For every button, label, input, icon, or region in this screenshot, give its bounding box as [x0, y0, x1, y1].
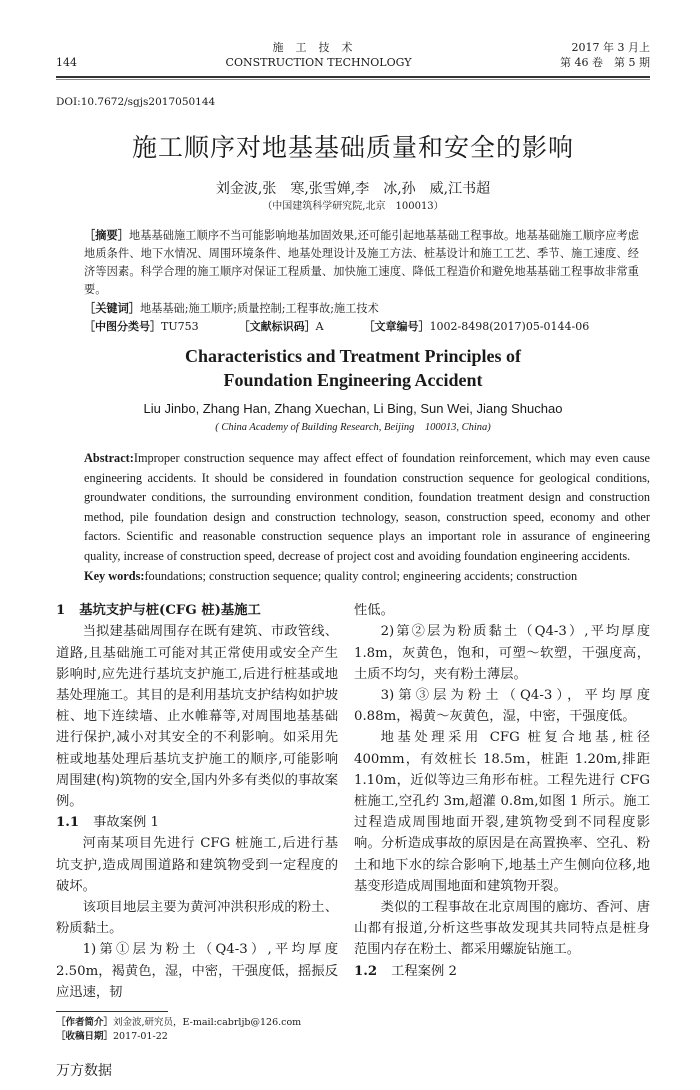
journal-name-cn: 施工技术 [272, 41, 365, 54]
author-note-label: ［作者简介］ [56, 1017, 114, 1029]
journal-name [226, 40, 412, 70]
title-en-line1: Characteristics and Treatment Principles of [185, 346, 521, 366]
article-no-value: 1002-8498(2017)05-0144-06 [429, 320, 590, 333]
subsection-heading-1-1 [56, 812, 338, 833]
paragraph-continued: 性低。 [354, 603, 394, 619]
body-column-left [56, 600, 338, 1044]
paragraph: 1)第①层为粉土（Q4-3）,平均厚度 2.50m，褐黄色，湿，中密，干强度低，摇振反应迅速，韧 [56, 942, 338, 1000]
header-rule [56, 76, 650, 78]
issue-info [560, 40, 650, 70]
paragraph: 地基处理采用 CFG 桩复合地基,桩径 400mm，有效桩长 18.5m，桩距 1.20m,排距 1.10m，近似等边三角形布桩。工程先进行 CFG 桩施工,空孔约 3m,超灌 0.8m,如图 1 所示。施工过程造成周围地面开裂,建筑物受到不同程度影响。分析造成事故的原因是在高置换率、空孔、粉土和地下水的综合影响下,地基土产生侧向位移,地基变形造成周围地面和建筑物开裂。 [354, 730, 650, 894]
subsection-number: 1.1 [56, 815, 80, 831]
paragraph: 2)第②层为粉质黏土（Q4-3）,平均厚度 1.8m，灰黄色，饱和，可塑～软塑，干强度高，土质不均匀，夹有粉土薄层。 [354, 624, 650, 682]
authors-cn: 刘金波,张 寒,张雪婵,李 冰,孙 威,江书超 [215, 181, 491, 197]
watermark: 万方数据 [56, 1063, 112, 1080]
clc-label: ［中图分类号］ [84, 320, 161, 333]
abstract-label: ［摘要］ [84, 228, 130, 242]
doc-code-value: A [315, 320, 324, 333]
body-columns [56, 600, 650, 1044]
page-number: 144 [56, 56, 77, 69]
paragraph: 类似的工程事故在北京周围的廊坊、香河、唐山都有报道,分析这些事故发现其共同特点是桩身范围内存在粉土、都采用螺旋钻施工。 [354, 900, 650, 958]
keywords-en-label: Key words: [84, 568, 145, 583]
footnote-rule [56, 1011, 168, 1012]
paragraph: 3)第③层为粉土（Q4-3），平均厚度 0.88m，褐黄～灰黄色，湿，中密，干强度低。 [354, 687, 650, 725]
header-rule-thin [56, 79, 650, 80]
section-title: 基坑支护与桩(CFG 桩)基施工 [79, 603, 261, 619]
abstract-en-text: Improper construction sequence may affect effect of foundation reinforcement, which may even cause engineering accidents. It should be considered in foundation construction sequence for geological conditions, groundwater conditions, the surrounding environment condition, foundation treatment design and construction method, pile foundation design and construction technology, season, construction speed, economy and other factors. Scientific and reasonable construction sequence plays an important role in assurance of engineering quality, increase of construction speed, decrease of project cost and avoiding foundation engineering accidents. [84, 451, 650, 563]
body-column-right [354, 600, 650, 1044]
journal-name-en: CONSTRUCTION TECHNOLOGY [225, 56, 412, 69]
doi: DOI:10.7672/sgjs2017050144 [56, 96, 216, 108]
subsection-title: 事故案例 1 [93, 815, 160, 831]
classification-row [84, 318, 639, 336]
paragraph: 河南某项目先进行 CFG 桩施工,后进行基坑支护,造成周围道路和建筑物受到一定程度的破坏。 [56, 836, 338, 894]
keywords-cn: 地基基础;施工顺序;质量控制;工程事故;施工技术 [139, 302, 379, 315]
authors-en: Liu Jinbo, Zhang Han, Zhang Xuechan, Li Bing, Sun Wei, Jiang Shuchao [143, 401, 563, 416]
issue-date: 2017 年 3 月上 [571, 41, 650, 54]
clc-value: TU753 [161, 320, 199, 333]
affiliation-en: ( China Academy of Building Research, Beijing 100013, China) [215, 422, 491, 433]
section-number: 1 [56, 603, 66, 619]
keywords-en [84, 567, 650, 587]
subsection-number: 1.2 [354, 963, 378, 979]
section-heading-1 [56, 600, 338, 621]
affiliation-cn: （中国建筑科学研究院,北京 100013） [262, 201, 444, 212]
doc-code-label: ［文献标识码］ [238, 320, 316, 333]
received-label: ［收稿日期］ [56, 1031, 114, 1043]
footnotes [56, 1016, 338, 1044]
keywords-label: ［关键词］ [84, 301, 140, 315]
abstract-en-label: Abstract: [84, 451, 134, 465]
paragraph: 该项目地层主要为黄河冲洪积形成的粉土、粉质黏土。 [56, 900, 338, 937]
abstract-cn [84, 226, 639, 318]
subsection-heading-1-2 [354, 961, 650, 982]
abstract-en [84, 449, 650, 567]
received-date: 2017-01-22 [113, 1031, 168, 1043]
title-en [56, 344, 650, 392]
keywords-en-text: foundations; construction sequence; quality control; engineering accidents; construction [144, 568, 578, 583]
paragraph: 当拟建基础周围存在既有建筑、市政管线、道路,且基础施工可能对其正常使用或安全产生影响时,应先进行基坑支护施工,后进行桩基或地基处理施工。其目的是利用基坑支护结构如护坡桩、地下连续墙、止水帷幕等,对周围地基基础进行保护,减小对其安全的不利影响。如采用先桩或地基处理后基坑支护施工的顺序,可能影响周围建(构)筑物的安全,国内外多有类似的事故案例。 [56, 624, 338, 809]
abstract-text: 地基基础施工顺序不当可能影响地基加固效果,还可能引起地基基础工程事故。地基基础施工顺序应考虑地质条件、地下水情况、周围环境条件、地基处理设计及施工方法、桩基设计和施工工艺、季节、施工速度、经济等因素。科学合理的施工顺序对保证工程质量、加快施工速度、降低工程造价和避免地基基础工程事故非常重要。 [84, 229, 639, 296]
subsection-title: 工程案例 2 [391, 963, 458, 979]
article-no-label: ［文章编号］ [363, 320, 430, 333]
author-note: 刘金波,研究员，E-mail:cabrljb@126.com [113, 1017, 302, 1029]
title-en-line2: Foundation Engineering Accident [223, 370, 483, 390]
title-cn: 施工顺序对地基基础质量和安全的影响 [131, 133, 574, 162]
running-header [56, 40, 650, 70]
volume-issue: 第 46 卷 第 5 期 [560, 56, 650, 69]
